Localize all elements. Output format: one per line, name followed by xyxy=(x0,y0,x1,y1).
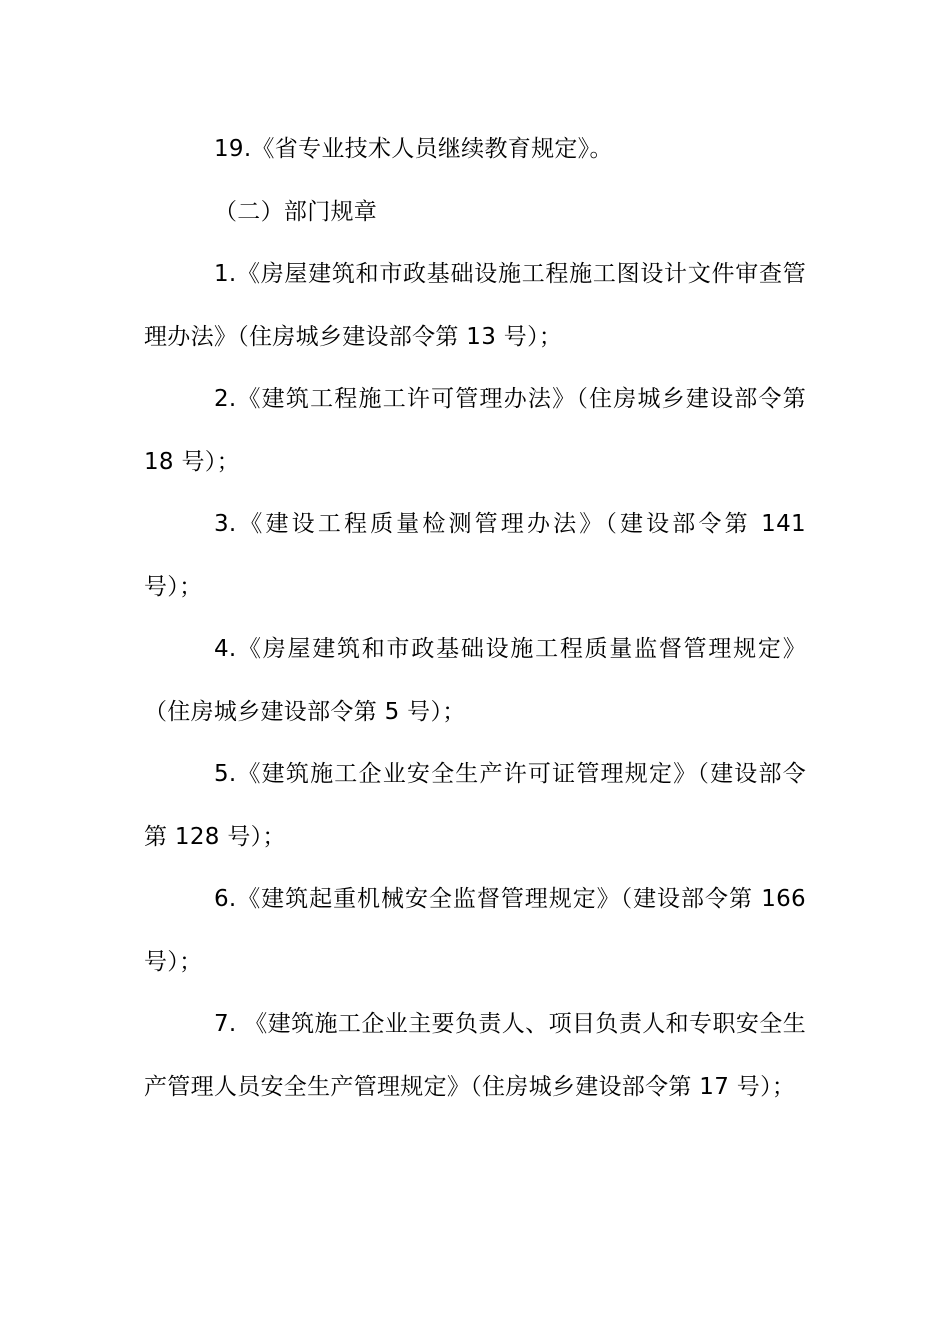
regulation-item-7: 7. 《建筑施工企业主要负责人、项目负责人和专职安全生产管理人员安全生产管理规定》（住房城乡建设部令第 17 号）； xyxy=(144,1011,806,1100)
regulation-item-3: 3.《建设工程质量检测管理办法》（建设部令第 141 号）； xyxy=(144,511,806,600)
regulation-item-1: 1.《房屋建筑和市政基础设施工程施工图设计文件审查管理办法》（住房城乡建设部令第 13 号）； xyxy=(144,261,806,350)
regulation-item-6: 6.《建筑起重机械安全监督管理规定》（建设部令第 166 号）； xyxy=(144,886,806,975)
section-heading-department-rules: （二）部门规章 xyxy=(214,198,378,225)
document-body xyxy=(144,118,806,1118)
regulation-item-2: 2.《建筑工程施工许可管理办法》（住房城乡建设部令第 18 号）； xyxy=(144,386,806,475)
regulation-item-19: 19.《省专业技术人员继续教育规定》。 xyxy=(214,136,613,162)
regulation-item-4: 4.《房屋建筑和市政基础设施工程质量监督管理规定》（住房城乡建设部令第 5 号）； xyxy=(144,636,806,725)
regulation-item-5: 5.《建筑施工企业安全生产许可证管理规定》（建设部令第 128 号）； xyxy=(144,761,806,850)
